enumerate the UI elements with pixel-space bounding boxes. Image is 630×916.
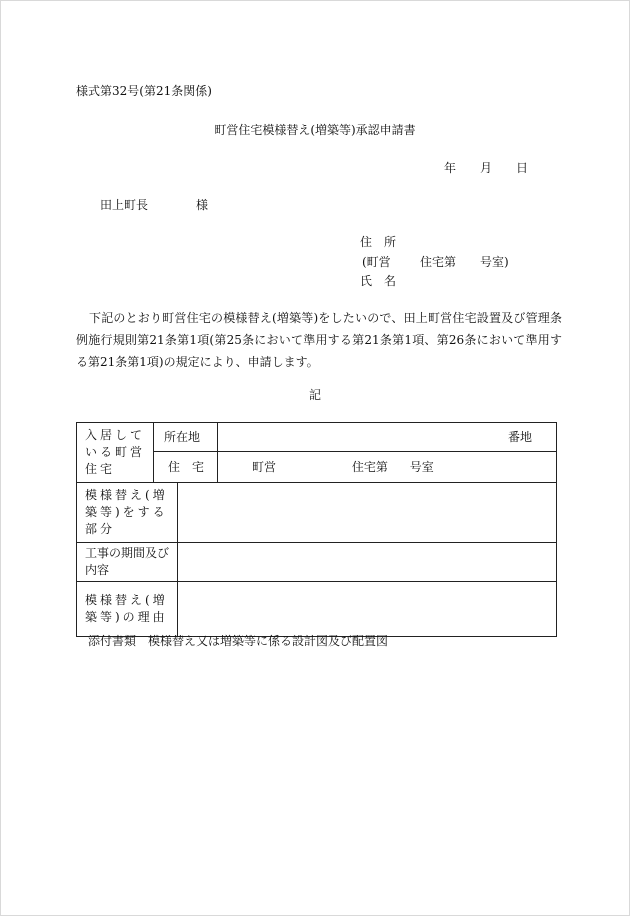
addressee-name: 田上町長 — [100, 198, 149, 212]
date-year: 年 — [444, 161, 457, 175]
location-label: 所在地 — [164, 429, 201, 444]
date-month: 月 — [480, 161, 493, 175]
house-number-prefix: 住宅第 — [351, 459, 388, 474]
location-row — [77, 423, 557, 452]
house-value[interactable] — [218, 452, 557, 483]
house-room: 号室 — [409, 459, 434, 474]
applicant-address-label: 住 所 — [360, 235, 397, 249]
resident-label: 入居している町営住宅 — [85, 428, 146, 476]
ki-heading: 記 — [308, 388, 321, 402]
applicant-name-label: 氏 名 — [360, 274, 397, 288]
reason-label: 模様替え(増築等)の理由 — [85, 593, 168, 624]
body-paragraph: 下記のとおり町営住宅の模様替え(増築等)をしたいので、田上町営住宅設置及び管理条例施行規則第21条第1項(第25条において準用する第21条第1項、第26条において準用する第21条第1項)の規定により、申請します。 — [76, 311, 562, 369]
applicant-unit-middle: 住宅第 — [420, 255, 457, 269]
period-label: 工事の期間及び内容 — [85, 546, 170, 577]
period-row — [77, 543, 557, 582]
attachments-note: 添付書類 模様替え又は増築等に係る設計図及び配置図 — [88, 634, 389, 648]
date-day: 日 — [516, 161, 529, 175]
reason-value[interactable] — [178, 582, 557, 637]
form-number: 様式第32号(第21条関係) — [76, 84, 212, 98]
applicant-unit-open: (町営 — [362, 255, 391, 269]
part-row — [77, 483, 557, 543]
house-label: 住 宅 — [168, 459, 205, 474]
reason-row — [77, 582, 557, 637]
house-town: 町営 — [252, 459, 277, 474]
location-value[interactable] — [218, 423, 557, 452]
location-suffix: 番地 — [507, 429, 532, 444]
part-value[interactable] — [178, 483, 557, 543]
application-table — [76, 422, 557, 637]
period-value[interactable] — [178, 543, 557, 582]
document-title: 町営住宅模様替え(増築等)承認申請書 — [214, 123, 416, 137]
applicant-unit-close: 号室) — [480, 255, 509, 269]
addressee-honorific: 様 — [196, 198, 209, 212]
part-label: 模様替え(増築等)をする部分 — [85, 488, 168, 536]
